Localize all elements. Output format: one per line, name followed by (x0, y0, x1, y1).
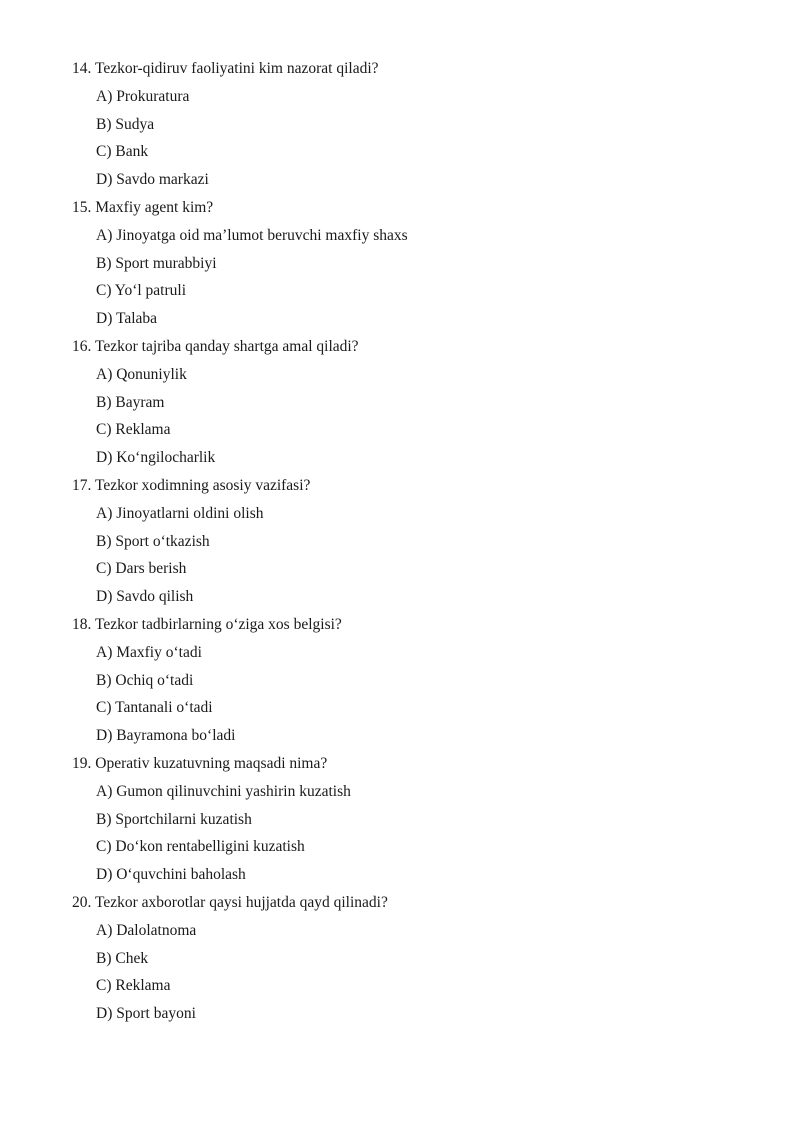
answer-option-d: D) Savdo markazi (96, 171, 209, 189)
question-17 (72, 472, 752, 611)
question-list (72, 55, 752, 1028)
answer-option-b: B) Ochiq o‘tadi (96, 671, 194, 689)
answer-option-a: A) Gumon qilinuvchini yashirin kuzatish (96, 782, 351, 800)
question-14 (72, 55, 752, 194)
question-text: 16. Tezkor tajriba qanday shartga amal qiladi? (72, 337, 359, 355)
answer-option-b: B) Chek (96, 949, 149, 967)
answer-option-c: C) Bank (96, 143, 149, 161)
question-text: 19. Operativ kuzatuvning maqsadi nima? (72, 754, 328, 772)
answer-option-c: C) Dars berish (96, 560, 187, 578)
answer-option-b: B) Sport o‘tkazish (96, 532, 210, 550)
answer-option-b: B) Sport murabbiyi (96, 254, 217, 272)
question-text: 17. Tezkor xodimning asosiy vazifasi? (72, 476, 311, 494)
answer-option-c: C) Reklama (96, 977, 171, 995)
answer-option-d: D) Ko‘ngilocharlik (96, 449, 216, 467)
question-text: 20. Tezkor axborotlar qaysi hujjatda qayd qilinadi? (72, 893, 388, 911)
answer-option-c: C) Do‘kon rentabelligini kuzatish (96, 838, 305, 856)
question-20 (72, 889, 752, 1028)
answer-option-a: A) Qonuniylik (96, 365, 187, 383)
answer-option-d: D) Talaba (96, 310, 158, 328)
answer-option-d: D) Bayramona bo‘ladi (96, 727, 236, 745)
answer-option-a: A) Maxfiy o‘tadi (96, 643, 202, 661)
answer-option-a: A) Jinoyatga oid ma’lumot beruvchi maxfiy shaxs (96, 226, 408, 244)
answer-option-b: B) Sportchilarni kuzatish (96, 810, 252, 828)
answer-option-a: A) Prokuratura (96, 87, 190, 105)
answer-option-a: A) Jinoyatlarni oldini olish (96, 504, 264, 522)
question-16 (72, 333, 752, 472)
question-text: 15. Maxfiy agent kim? (72, 198, 214, 216)
question-text: 14. Tezkor-qidiruv faoliyatini kim nazorat qiladi? (72, 60, 379, 77)
question-19 (72, 750, 752, 889)
question-text: 18. Tezkor tadbirlarning o‘ziga xos belgisi? (72, 615, 342, 633)
answer-option-b: B) Sudya (96, 115, 155, 133)
answer-option-d: D) O‘quvchini baholash (96, 866, 246, 884)
answer-option-c: C) Tantanali o‘tadi (96, 699, 213, 717)
answer-option-d: D) Sport bayoni (96, 1005, 196, 1023)
answer-option-c: C) Yo‘l patruli (96, 282, 186, 300)
answer-option-b: B) Bayram (96, 393, 165, 411)
question-18 (72, 611, 752, 750)
question-15 (72, 194, 752, 333)
answer-option-d: D) Savdo qilish (96, 588, 194, 606)
answer-option-a: A) Dalolatnoma (96, 921, 197, 939)
answer-option-c: C) Reklama (96, 421, 171, 439)
